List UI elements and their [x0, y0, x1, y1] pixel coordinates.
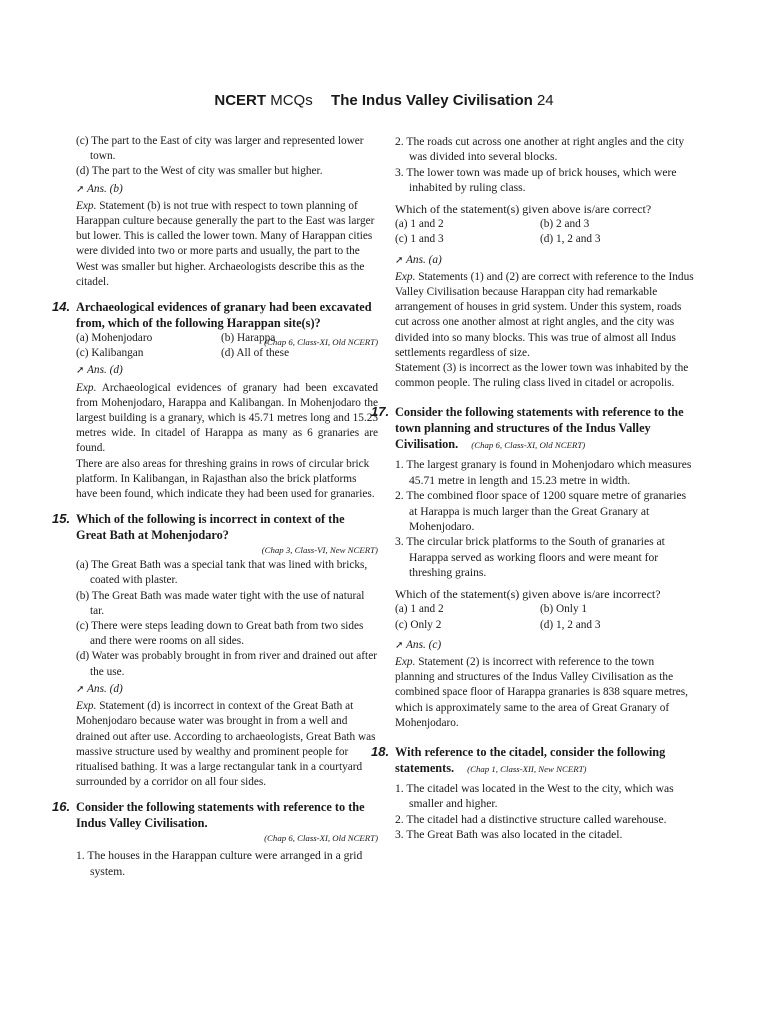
header-brand: NCERT — [214, 92, 267, 109]
statement-1: 1. The citadel was located in the West to the city, which was smaller and higher. — [395, 781, 674, 811]
statement-1: 1. The houses in the Harappan culture were arranged in a grid system. — [76, 849, 363, 878]
question-source: (Chap 1, Class-XII, New NCERT) — [467, 763, 587, 774]
explanation-continued: Statement (3) is incorrect as the lower town was inhabited by the common people. The ruling class lived in citadel or acropolis. — [395, 362, 689, 390]
option-d: (d) Water was probably brought in from river and drained out after the use. — [76, 650, 377, 678]
arrow-icon: ➚ — [395, 639, 404, 651]
answer: ➚ Ans. (c) — [395, 638, 442, 651]
option-a: (a) Mohenjodaro — [76, 332, 153, 345]
left-column — [52, 134, 378, 879]
option-d: (d) 1, 2 and 3 — [540, 618, 601, 631]
answer: ➚ Ans. (d) — [76, 364, 123, 377]
question-number: 15. — [52, 511, 71, 527]
right-column — [371, 134, 695, 843]
option-d: (d) All of these — [221, 347, 290, 360]
option-c: (c) Only 2 — [395, 618, 442, 631]
option-a: (a) The Great Bath was a special tank that was lined with bricks, coated with plaster. — [76, 559, 368, 587]
explanation-continued: There are also areas for threshing grains in rows of circular brick platform. In Kalibangan, in Rajasthan also the brick platforms have been found, which indicate they had been used for granaries. — [76, 457, 375, 501]
question-text: Consider the following statements with reference to the Indus Valley Civilisation. — [76, 800, 365, 831]
question-number: 16. — [52, 799, 71, 815]
options — [395, 602, 695, 632]
statement-1: 1. The largest granary is found in Mohenjodaro which measures 45.71 metre in length and 15.23 metre in width. — [395, 458, 692, 487]
question-13-continued — [76, 134, 378, 290]
statement-2: 2. The roads cut across one another at right angles and the city was divided into several blocks. — [395, 135, 685, 164]
statement-3: 3. The lower town was made up of brick houses, which were inhabited by ruling class. — [395, 165, 677, 195]
option-a: (a) 1 and 2 — [395, 603, 444, 616]
header-title: The Indus Valley Civilisation — [331, 92, 533, 109]
arrow-icon: ➚ — [76, 183, 85, 195]
arrow-icon: ➚ — [395, 254, 404, 266]
question-number: 14. — [52, 299, 71, 315]
arrow-icon: ➚ — [76, 683, 85, 695]
question-text: With reference to the citadel, consider the following statements. — [395, 744, 666, 775]
option-c: (c) Kalibangan — [76, 347, 144, 360]
statement-3: 3. The circular brick platforms to the South of granaries at Harappa served as working floors and were meant for threshing grains. — [395, 535, 665, 580]
question-stem: Which of the statement(s) given above is/are correct? — [395, 201, 652, 216]
header-series: MCQs — [270, 92, 313, 109]
explanation: Exp. Statement (2) is incorrect with reference to the town planning and structures of the Indus Valley Civilisation as the combined space floor of Harappa granaries is 838 square metres, which is approximately same to the area of Great Granary of Mohenjodaro. — [395, 655, 688, 729]
question-17 — [371, 404, 695, 453]
option-c: (c) The part to the East of city was larger and represented lower town. — [76, 135, 364, 163]
question-number: 17. — [371, 404, 390, 420]
option-b: (b) Harappa — [221, 332, 276, 345]
options — [395, 217, 695, 247]
option-c: (c) 1 and 3 — [395, 233, 444, 246]
question-text: Which of the following is incorrect in context of the Great Bath at Mohenjodaro? — [76, 512, 345, 543]
explanation: Exp. Statements (1) and (2) are correct with reference to the Indus Valley Civilisation because Harappan city had remarkable arrangement of houses in grid system. Under this system, roads cut across one another almost at right angles, and the city was divided into so many blocks. This was true of almost all Indus settlements regardless of size. — [395, 270, 694, 359]
explanation: Exp. Archaeological evidences of granary had been excavated from Mohenjodaro, Harappa and Kalibangan. In Mohenjodaro the largest building is a granary, which is 45.71 metres long and 15.23 metres wide. In citadel of Harappa as many as 6 granaries are found. — [76, 381, 378, 455]
option-d: (d) The part to the West of city was smaller but higher. — [76, 165, 323, 178]
question-number: 18. — [371, 743, 390, 759]
option-b: (b) Only 1 — [540, 603, 588, 616]
statement-2: 2. The citadel had a distinctive structure called warehouse. — [395, 812, 667, 826]
statement-3: 3. The Great Bath was also located in the citadel. — [395, 828, 623, 842]
option-b: (b) 2 and 3 — [540, 218, 590, 231]
question-18 — [371, 743, 695, 777]
question-stem: Which of the statement(s) given above is/are incorrect? — [395, 586, 661, 601]
answer: ➚ Ans. (d) — [76, 682, 123, 695]
explanation: Exp. Statement (d) is incorrect in context of the Great Bath at Mohenjodaro because water was brought in from a well and drained out after use. According to archaeologists, Great Bath was massive structure used by wealthy and prominent people for ritualised bathing. It was a large rectangular tank in a courtyard surrounded by a corridor on all four sides. — [76, 700, 376, 789]
explanation: Exp. Statement (b) is not true with respect to town planning of Harappan culture because generally the part to the East was larger but lower. This is called the lower town. Many of Harappan cities were divided into two or more parts and usually, the part to the West was smaller but higher. Archaeologists describe this as the citadel. — [76, 199, 375, 288]
question-15 — [52, 511, 378, 558]
option-d: (d) 1, 2 and 3 — [540, 233, 601, 246]
answer: ➚ Ans. (b) — [76, 182, 123, 195]
option-a: (a) 1 and 2 — [395, 218, 444, 231]
question-source: (Chap 6, Class-XI, Old NCERT) — [264, 337, 378, 348]
question-text: Archaeological evidences of granary had been excavated from, which of the following Harappan site(s)? — [76, 300, 372, 331]
arrow-icon: ➚ — [76, 365, 85, 377]
question-16 — [52, 799, 378, 846]
option-b: (b) The Great Bath was made water tight with the use of natural tar. — [76, 589, 365, 617]
question-source: (Chap 6, Class-XI, Old NCERT) — [264, 833, 378, 844]
question-source: (Chap 6, Class-XI, Old NCERT) — [471, 440, 586, 451]
question-text: Consider the following statements with reference to the town planning and structures of the Indus Valley Civilisation. — [395, 405, 684, 452]
answer: ➚ Ans. (a) — [395, 253, 442, 266]
running-header — [0, 92, 768, 109]
question-source: (Chap 3, Class-VI, New NCERT) — [261, 545, 378, 556]
header-page-number: 24 — [536, 92, 554, 109]
statement-2: 2. The combined floor space of 1200 square metre of granaries at Harappa is much larger than the Great Granary at Mohenjodaro. — [395, 489, 687, 534]
option-c: (c) There were steps leading down to Great bath from two sides and there were rooms on all sides. — [76, 620, 364, 648]
options — [76, 331, 290, 361]
